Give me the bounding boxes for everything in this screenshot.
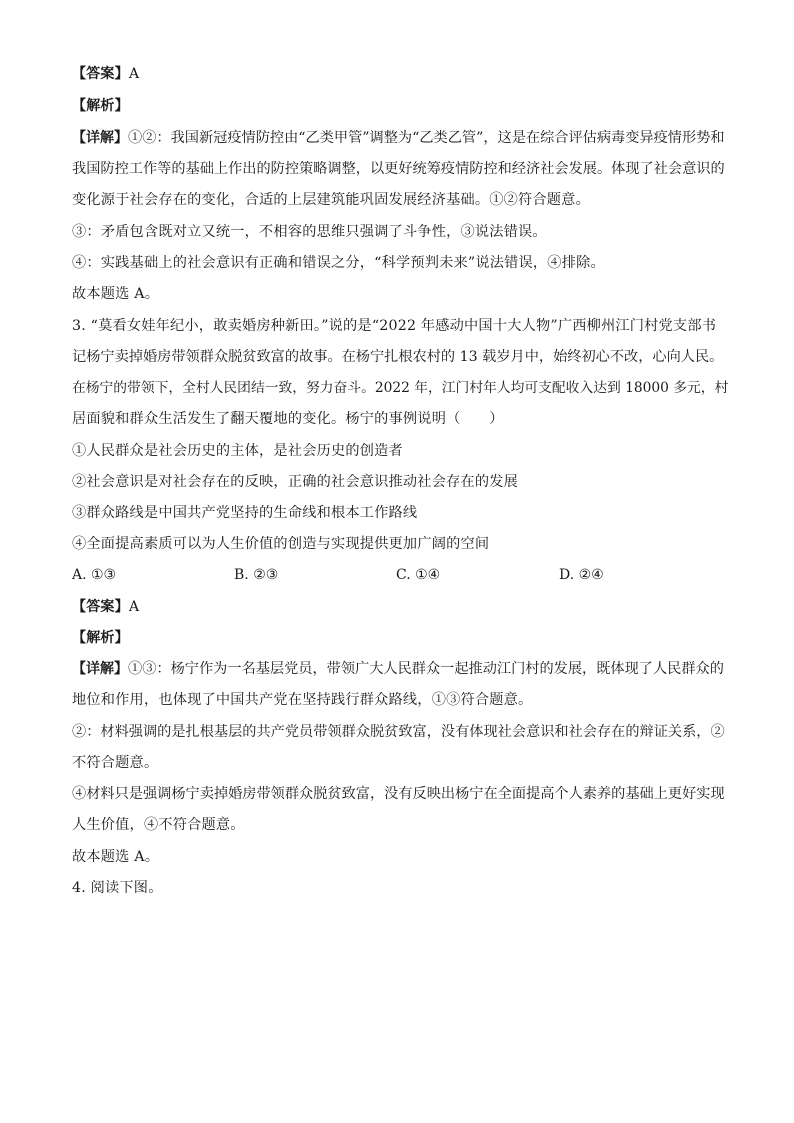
detail-line: 我国防控工作等的基础上作出的防控策略调整，以更好统筹疫情防控和经济社会发展。体现了社会意识的 — [72, 161, 725, 177]
option-a: A. ①③ — [72, 567, 117, 583]
question-stem-line: 记杨宁卖掉婚房带领群众脱贫致富的故事。在杨宁扎根农村的 13 载岁月中，始终初心不改，心向人民。 — [72, 349, 724, 365]
option-d: D. ②④ — [559, 567, 604, 583]
answer-value: A — [128, 66, 140, 82]
answer-options — [72, 565, 722, 585]
statement-2: ②社会意识是对社会存在的反映，正确的社会意识推动社会存在的发展 — [72, 474, 519, 490]
answer-line-2 — [72, 597, 139, 617]
option-c: C. ①④ — [396, 567, 441, 583]
answer-line-1 — [72, 64, 139, 84]
detail-tag: 【详解】 — [72, 130, 128, 146]
explanation-item-4: ④材料只是强调杨宁卖掉婚房带领群众脱贫致富，没有反映出杨宁在全面提高个人素养的基础上更好实现 — [72, 786, 725, 802]
detail-text: ①③：杨宁作为一名基层党员，带领广大人民群众一起推动江门村的发展，既体现了人民群众的 — [128, 661, 724, 677]
statement-3: ③群众路线是中国共产党坚持的生命线和根本工作路线 — [72, 505, 418, 521]
explanation-item-2: 不符合题意。 — [72, 755, 159, 771]
conclusion-line: 故本题选 A。 — [72, 849, 160, 865]
statement-4: ④全面提高素质可以为人生价值的创造与实现提供更加广阔的空间 — [72, 536, 490, 552]
detail-line — [72, 659, 724, 679]
analysis-tag: 【解析】 — [72, 98, 129, 114]
question-stem-line: 3. “莫看女娃年纪小，敢卖婚房种新田。”说的是“2022 年感动中国十大人物”广西柳州江门村党支部书 — [72, 318, 717, 334]
explanation-item-3: ③：矛盾包含既对立又统一，不相容的思维只强调了斗争性，③说法错误。 — [72, 224, 547, 240]
analysis-tag: 【解析】 — [72, 630, 129, 646]
conclusion-line: 故本题选 A。 — [72, 286, 160, 302]
option-b: B. ②③ — [234, 567, 279, 583]
detail-line: 地位和作用，也体现了中国共产党在坚持践行群众路线，①③符合题意。 — [72, 692, 533, 708]
question-stem-line: 居面貌和群众生活发生了翻天覆地的变化。杨宁的事例说明（ ） — [72, 411, 504, 427]
question-stem-line: 在杨宁的带领下，全村人民团结一致，努力奋斗。2022 年，江门村年人均可支配收入达到 18000 多元，村 — [72, 380, 729, 396]
detail-text: ①②：我国新冠疫情防控由“乙类甲管”调整为“乙类乙管”，这是在综合评估病毒变异疫情形势和 — [128, 130, 725, 146]
explanation-item-4: ④：实践基础上的社会意识有正确和错误之分，“科学预判未来”说法错误，④排除。 — [72, 255, 605, 271]
answer-tag: 【答案】 — [72, 66, 129, 82]
detail-line — [72, 128, 725, 148]
analysis-line-1 — [72, 96, 129, 116]
analysis-line-2 — [72, 628, 129, 648]
detail-tag: 【详解】 — [72, 661, 128, 677]
explanation-item-4: 人生价值，④不符合题意。 — [72, 817, 245, 833]
statement-1: ①人民群众是社会历史的主体，是社会历史的创造者 — [72, 443, 403, 459]
answer-value: A — [128, 599, 140, 615]
answer-tag: 【答案】 — [72, 599, 129, 615]
detail-line: 变化源于社会存在的变化，合适的上层建筑能巩固发展经济基础。①②符合题意。 — [72, 192, 590, 208]
explanation-item-2: ②：材料强调的是扎根基层的共产党员带领群众脱贫致富，没有体现社会意识和社会存在的辩证关系，② — [72, 724, 725, 740]
question-4-stem: 4. 阅读下图。 — [72, 880, 163, 896]
